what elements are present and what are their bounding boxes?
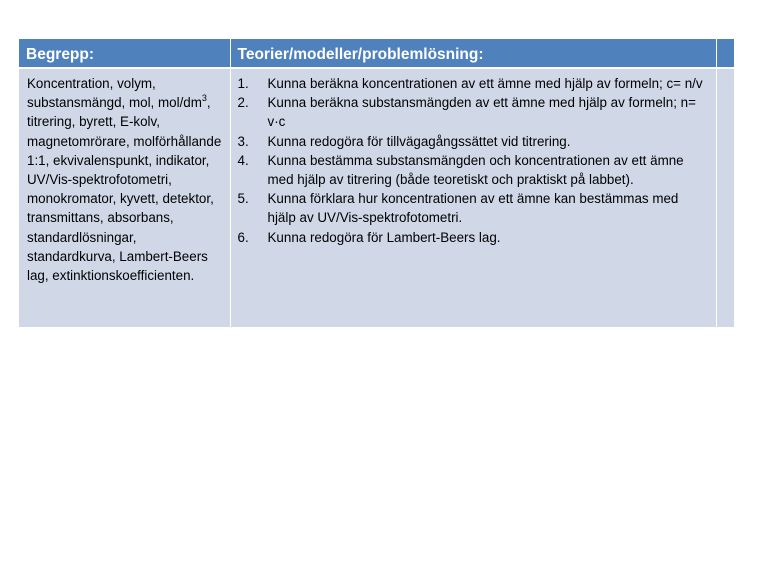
list-item (238, 228, 708, 247)
empty-cell (716, 68, 734, 327)
goal-text: Kunna beräkna substansmängden av ett ämne med hjälp av formeln; n= v·c (267, 95, 696, 130)
concepts-text (19, 69, 230, 285)
goal-text: Kunna beräkna koncentrationen av ett ämne med hjälp av formeln; c= n/v (267, 76, 703, 91)
list-item (238, 151, 708, 189)
concepts-text-before: Koncentration, volym, substansmängd, mol, mol/dm (27, 76, 202, 111)
goal-text: Kunna redogöra för tillvägagångssättet vid titrering. (267, 133, 571, 149)
concepts-cell (19, 68, 230, 327)
goal-text: Kunna redogöra för Lambert-Beers lag. (267, 229, 501, 245)
goal-text: Kunna förklara hur koncentrationen av ett ämne kan bestämmas med hjälp av UV/Vis-spektrofotometri. (267, 191, 679, 226)
goal-number: 4. (237, 152, 249, 168)
goal-number: 2. (237, 95, 249, 111)
list-item (238, 132, 708, 151)
goals-cell (230, 68, 716, 327)
concepts-superscript: 3 (201, 92, 207, 103)
header-begrepp: Begrepp: (19, 39, 230, 68)
list-item (238, 93, 708, 131)
goal-number: 5. (237, 191, 249, 207)
goal-number: 3. (237, 133, 249, 149)
goal-number: 6. (237, 229, 249, 245)
table-header-row (19, 39, 734, 68)
goals-list (231, 69, 716, 247)
list-item (238, 74, 708, 93)
header-empty (716, 39, 734, 68)
header-teorier: Teorier/modeller/problemlösning: (230, 39, 716, 68)
table-body-row (19, 68, 734, 327)
list-item (238, 189, 708, 227)
goal-text: Kunna bestämma substansmängden och koncentrationen av ett ämne med hjälp av titrering (både teoretiskt och praktiskt på labbet). (267, 152, 684, 188)
goal-number: 1. (237, 76, 249, 91)
curriculum-table (19, 39, 734, 327)
concepts-text-after: , titrering, byrett, E-kolv, magnetomrörare, molförhållande 1:1, ekvivalenspunkt, indikator, UV/Vis-spektrofotometri, monokromator, kyvett, detektor, transmittans, absorbans, standardlösningar, standardkurva, Lambert-Beers lag, extinktionskoefficienten. (27, 95, 222, 284)
